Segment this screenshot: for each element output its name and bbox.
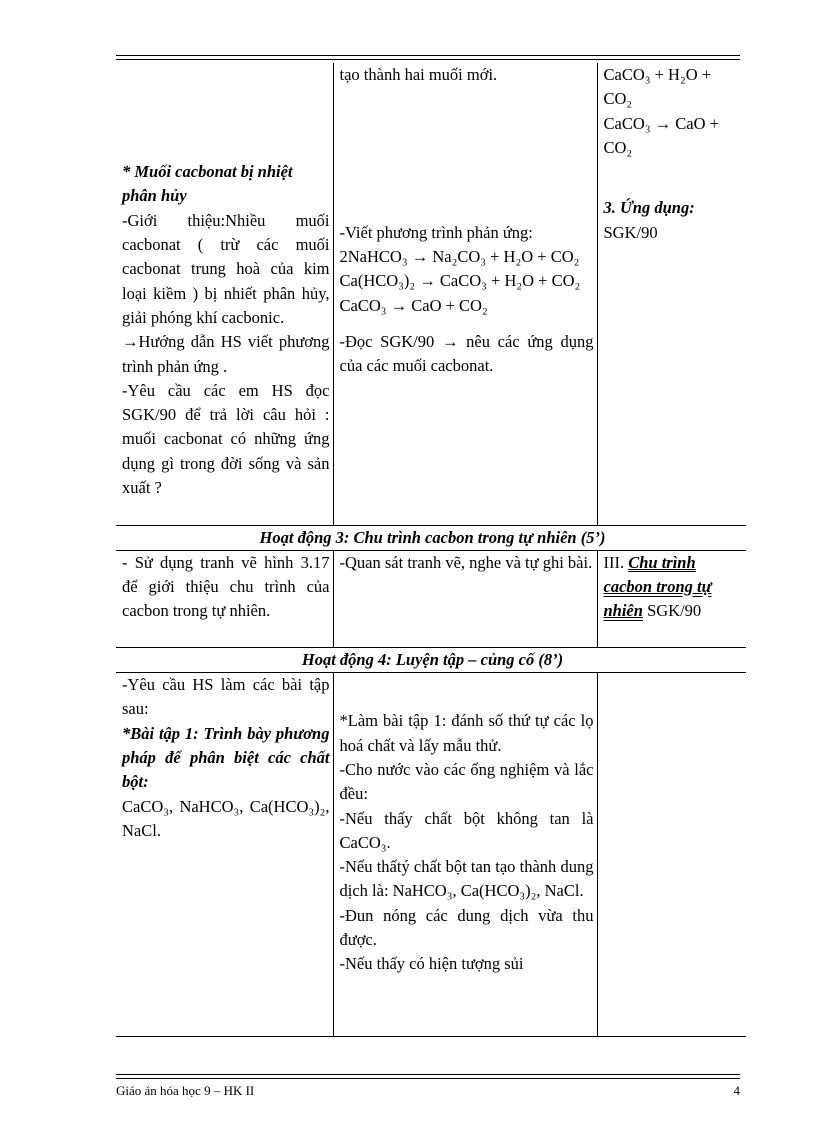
read-text: -Đọc SGK/90 → nêu các ứng dụng của các muối cacbonat. [339, 331, 594, 376]
intro-text: -Giới thiệu:Nhiều muối cacbonat ( trừ các muối cacbonat trung hoà của kim loại kiềm ) bị nhiết phân hủy, giải phóng khí cacbonic. [122, 210, 330, 327]
lesson-table [116, 63, 746, 1037]
equation-right-2: CaCO₃ → CaO + CO₂ [603, 113, 719, 157]
equation-1: 2NaHCO₃ → Na₂CO₃ + H₂O + CO₂ [339, 247, 580, 267]
step-5: -Đun nóng các dung dịch vừa thu được. [339, 905, 594, 950]
section-number: III. [603, 552, 625, 572]
exercise-request: -Yêu cầu HS làm các bài tập sau: [122, 675, 330, 719]
content-cell [597, 63, 746, 525]
activity-4-header-row [116, 647, 746, 672]
page-number: 4 [733, 1083, 740, 1098]
top-rule-2 [116, 59, 740, 60]
decomposition-heading: * Muối cacbonat bị nhiệt phân hủy [122, 162, 293, 206]
footer [116, 1083, 740, 1099]
equation-3: CaCO₃ → CaO + CO₂ [339, 295, 488, 315]
teacher-activity-cell [116, 673, 333, 1037]
cycle-title: Chu trình cacbon trong tự nhiên [603, 552, 712, 621]
footer-rule [116, 1074, 740, 1075]
teacher-activity-cell [116, 63, 333, 525]
continued-text: tạo thành hai muối mới. [339, 65, 498, 84]
step-2: -Cho nước vào các ống nghiệm và lắc đều: [339, 759, 594, 804]
step-6: -Nếu thấy có hiện tượng sủi [339, 954, 524, 974]
equation-right-1: CaCO₃ + H₂O + CO₂ [603, 65, 712, 109]
cycle-ref: SGK/90 [647, 601, 702, 621]
footer-text: Giáo án hóa học 9 – HK II [116, 1083, 255, 1098]
equation-2: Ca(HCO₃)₂ → CaCO₃ + H₂O + CO₂ [339, 271, 581, 291]
teacher-activity-cell: - Sử dụng tranh vẽ hình 3.17 để giới thiệu chu trình của cacbon trong tự nhiên. [116, 550, 333, 647]
student-activity-cell: -Quan sát tranh vẽ, nghe và tự ghi bài. [333, 550, 597, 647]
content-cell [597, 673, 746, 1037]
chemicals-list: CaCO₃, NaHCO₃, Ca(HCO₃)₂, NaCl. [122, 796, 330, 840]
step-1: *Làm bài tập 1: đánh số thứ tự các lọ hoá chất và lấy mẫu thử. [339, 711, 594, 755]
activity-3-header: Hoạt động 3: Chu trình cacbon trong tự nhiên (5’) [116, 525, 746, 550]
table-row [116, 63, 746, 525]
step-4: -Nếu thấtý chất bột tan tạo thành dung dịch là: NaHCO₃, Ca(HCO₃)₂, NaCl. [339, 857, 594, 901]
table-row [116, 673, 746, 1037]
application-heading: 3. Ứng dụng: [603, 198, 695, 218]
activity-4-header: Hoạt động 4: Luyện tập – củng cố (8’) [116, 647, 746, 672]
activity-3-header-row [116, 525, 746, 550]
top-rule [116, 55, 740, 56]
content-cell [597, 550, 746, 647]
step-3: -Nếu thấy chất bột không tan là CaCO₃. [339, 808, 594, 852]
request-text: -Yêu cầu các em HS đọc SGK/90 để trả lời câu hỏi : muối cacbonat có những ứng dụng gì trong đời sống và sản xuất ? [122, 380, 330, 498]
student-activity-cell [333, 63, 597, 525]
application-ref: SGK/90 [603, 222, 658, 242]
table-row [116, 550, 746, 647]
guide-text: →Hướng dẫn HS viết phương trình phản ứng . [122, 332, 330, 376]
footer-rule-2 [116, 1078, 740, 1079]
student-activity-cell [333, 673, 597, 1037]
write-equation-text: -Viết phương trình phản ứng: [339, 222, 533, 242]
exercise-1: *Bài tập 1: Trình bày phương pháp để phân biệt các chất bột: [122, 723, 330, 792]
